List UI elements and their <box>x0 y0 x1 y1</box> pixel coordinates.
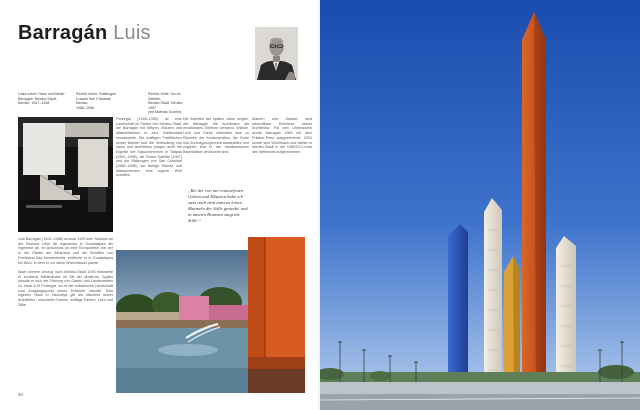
stables-illustration <box>116 250 248 393</box>
caption-towers: Rechte Seite: Torres Satélite, Mexiko-Stadt, Mexiko, 1957 (mit Mathias Goeritz) <box>148 92 184 115</box>
caption-interior: Links unten: Haus und Atelier Barragán, Mexiko-Stadt, Mexiko, 1947–1948 <box>18 92 65 106</box>
body-column-3 <box>183 117 249 243</box>
orange-wall-illustration <box>248 237 305 393</box>
architect-portrait-photo <box>255 27 298 80</box>
body-paragraph: Nach seinem Umzug nach Mexiko-Stadt 1935 realisierte er zunächst Mietshäuser im Stil der Moderne. Später wandte er sich der Planung von Gärten und Landschaften zu, etwa in El Pedregal, wo er die vulkanische Landschaft zum Ausgangspunkt seiner Entwürfe machte. Sein eigenes Haus in Tacubaya gilt als Manifest seiner Architektur: reduzierte Formen, kräftige Farben, Licht und Stille. <box>18 269 113 307</box>
pull-quote: „Bei der von mir entworfenen Gärten und Häusern habe ich stets nach dem inneren leisen Murmeln der Stille gestrebt, und in meinen Brunnen singt die Stille.“ <box>188 188 248 223</box>
satellite-towers-photo <box>320 0 640 410</box>
architect-given-name: Luis <box>113 22 151 44</box>
interior-photo <box>18 117 113 232</box>
body-paragraph: Pedregal (1945–1950) ist eine Landschaft im Süden von Mexiko-Stadt, die Barragán mit Wegen, Mauern und Wasserflächen in eine Gartenstadt verwandelte. Die kräftigen Farbflächen seiner Bauten und die Verbindung von Natur und Architektur prägen auch die Kapelle der Kapuzinerinnen in Tlalpan (1952–1955), die Torres Satélite (1957) und die Stallungen von San Cristóbal (1966–1968), wo farbige Wände und Wasserbecken eine eigene Welt schaffen. <box>116 117 182 178</box>
architect-surname: Barragán <box>18 22 108 44</box>
caption-stables: Rechts unten: Stallungen, Cuadra San Cristóbal, Mexiko, 1966–1968 <box>76 92 118 110</box>
body-column-4 <box>252 117 312 187</box>
orange-wall-photo <box>248 237 305 393</box>
body-paragraph: Die Arbeiten der späten Jahre zeigen, wie Barragán die Architektur als emotionales Erlebnis verstand. Wände, Licht und Farbe verbinden sich zu Räumen der Kontemplation, die Ruhe und Zurückgezogenheit ausstrahlen und zugleich fest in der mexikanischen Bautradition verwurzelt sind. <box>183 117 249 154</box>
stables-photo <box>116 250 248 393</box>
body-column-1 <box>18 237 113 393</box>
portrait-illustration <box>255 27 298 80</box>
body-paragraph: Mauern und Wasser sind wesentliche Elemente seiner Architektur. Für sein Lebenswerk wurde Barragán 1980 mit dem Pritzker-Preis ausgezeichnet. 2004 wurde sein Wohnhaus und Atelier in Mexiko-Stadt in die UNESCO-Liste des Welterbes aufgenommen. <box>252 117 312 154</box>
right-page <box>320 0 640 410</box>
body-column-2 <box>116 117 182 243</box>
white-tower-right <box>556 236 576 394</box>
blue-tower <box>448 224 468 392</box>
white-tower-left <box>484 198 502 396</box>
interior-illustration <box>18 117 113 232</box>
page-title <box>18 22 151 45</box>
body-paragraph: Luis Barragán (1902–1988) schloss 1925 sein Studium an der Escuela Libre de Ingenieros in Guadalajara als Ingenieur ab. Im Anschluss an eine Europareise, bei der er die Gärten der Alhambra und die Schriften von Ferdinand Bac kennenlernte, eröffnete er in Guadalajara ein Büro, in dem er vor allem Wohnhäuser plante. <box>18 237 113 265</box>
page-number: 40 <box>18 392 23 397</box>
